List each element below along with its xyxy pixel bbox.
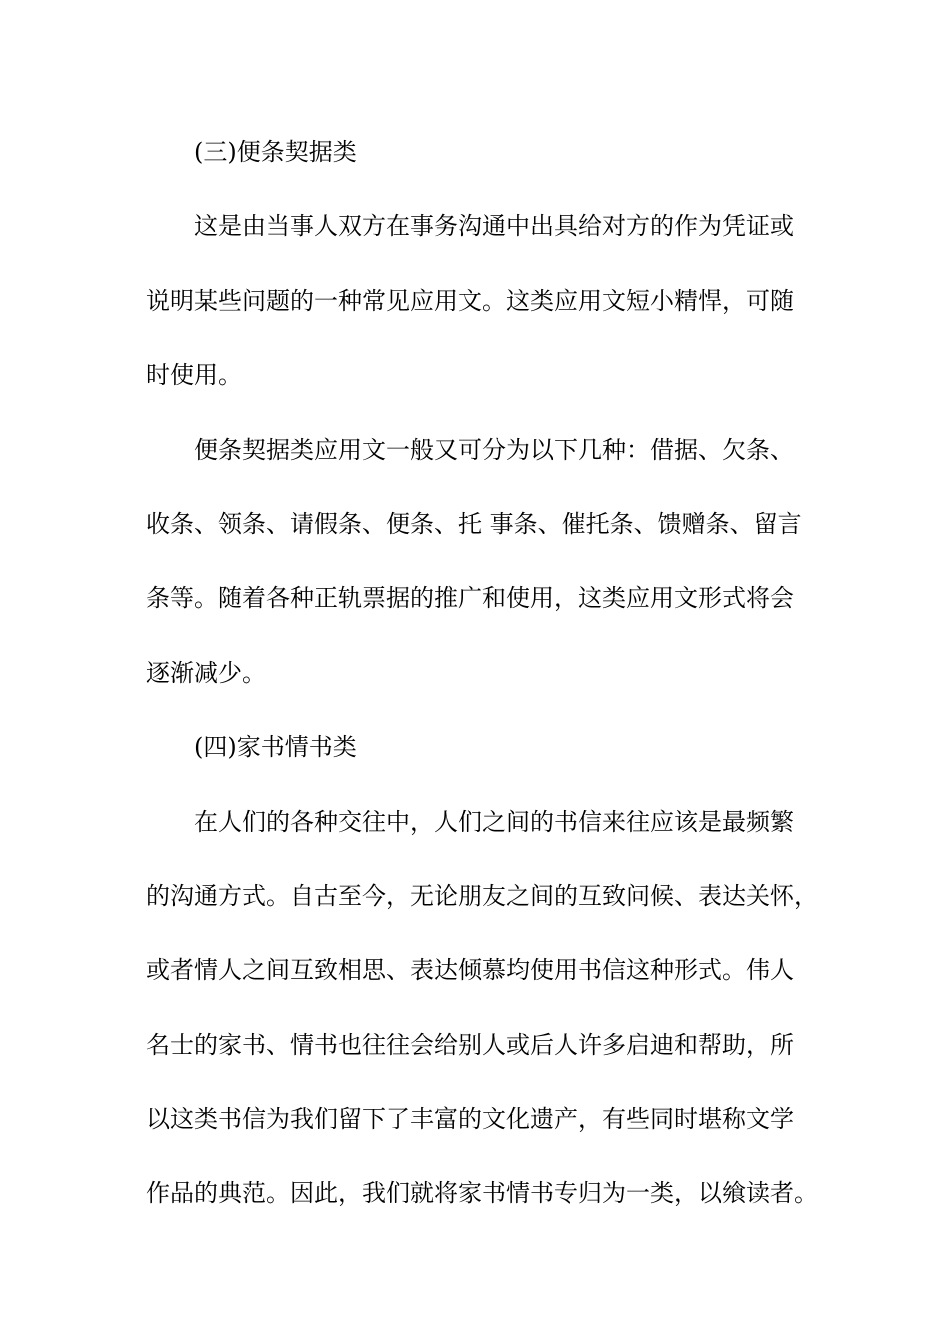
section-heading-4: (四)家书情书类: [194, 733, 357, 762]
document-body: [146, 128, 818, 1244]
section-heading-3: (三)便条契据类: [194, 138, 357, 166]
paragraph-line: 便条契据类应用文一般又可分为以下几种：借据、欠条、: [194, 435, 794, 464]
paragraph-line: 时使用。: [146, 361, 242, 390]
paragraph-line: 作品的典范。因此，我们就将家书情书专归为一类，以飨读者。: [146, 1179, 818, 1208]
paragraph-line: 收条、领条、请假条、便条、托 事条、催托条、馈赠条、留言: [146, 509, 802, 538]
paragraph-line: 说明某些问题的一种常见应用文。这类应用文短小精悍，可随: [146, 286, 794, 315]
paragraph-line: 名士的家书、情书也往往会给别人或后人许多启迪和帮助，所: [146, 1030, 794, 1059]
paragraph-line: 或者情人之间互致相思、表达倾慕均使用书信这种形式。伟人: [146, 956, 794, 985]
paragraph-line: 这是由当事人双方在事务沟通中出具给对方的作为凭证或: [194, 212, 794, 241]
paragraph-line: 条等。随着各种正轨票据的推广和使用，这类应用文形式将会: [146, 584, 794, 613]
paragraph-line: 在人们的各种交往中，人们之间的书信来往应该是最频繁: [194, 807, 794, 836]
paragraph-line: 以这类书信为我们留下了丰富的文化遗产，有些同时堪称文学: [146, 1105, 794, 1134]
paragraph-line: 逐渐减少。: [146, 658, 266, 687]
paragraph-line: 的沟通方式。自古至今，无论朋友之间的互致问候、表达关怀，: [146, 881, 818, 910]
